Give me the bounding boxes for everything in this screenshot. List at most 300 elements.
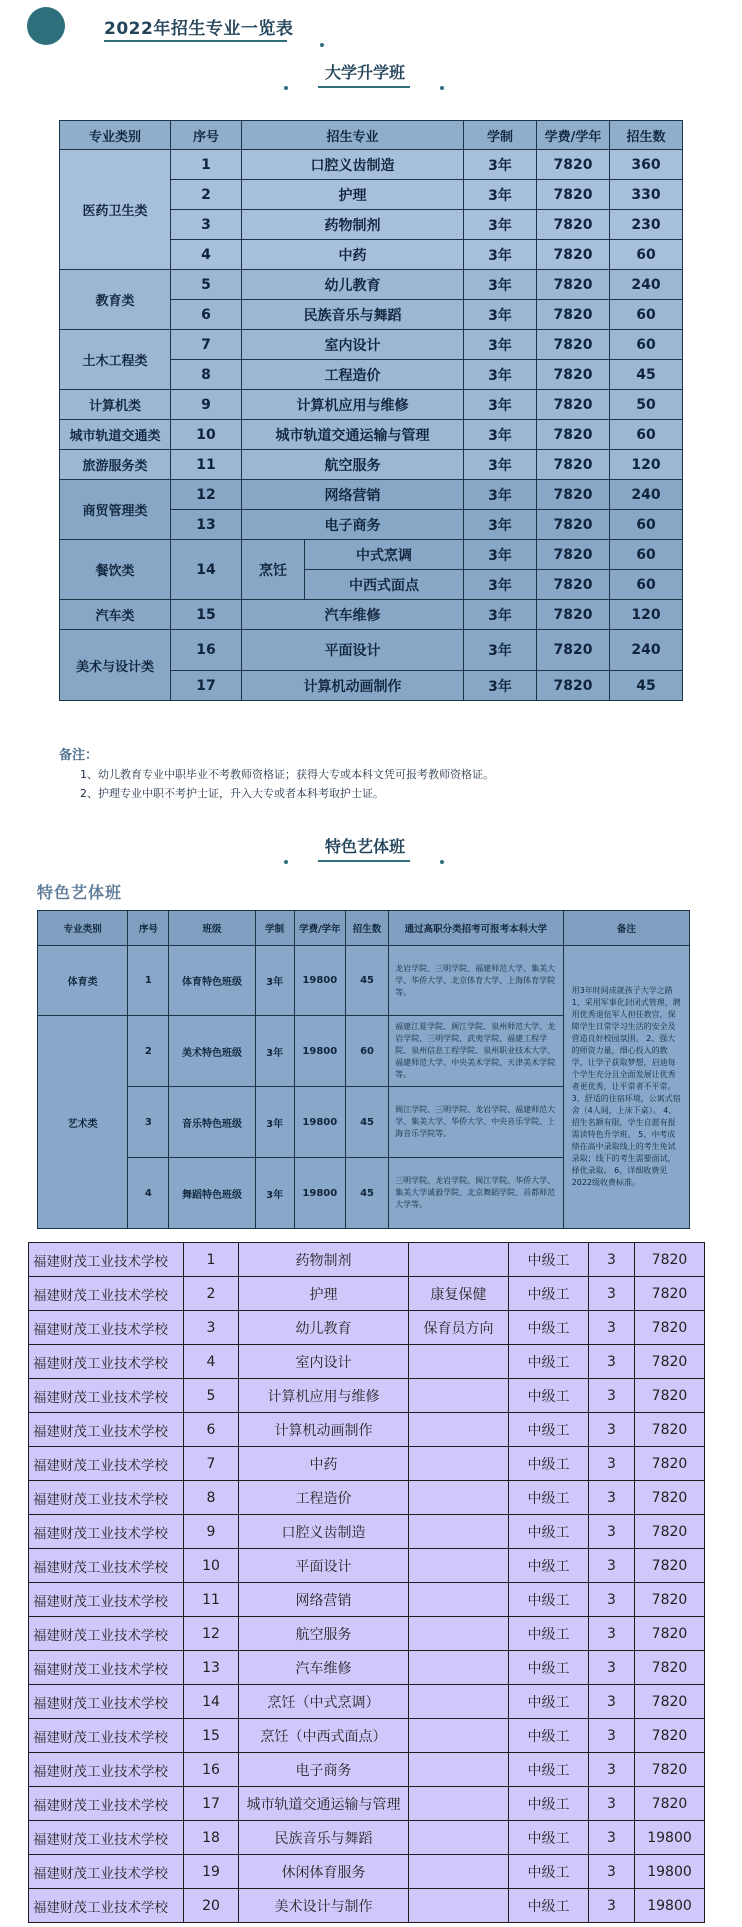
years-cell: 3 <box>589 1447 635 1481</box>
cell: 3年 <box>255 1016 294 1087</box>
direction-cell: 康复保健 <box>409 1277 509 1311</box>
fee-cell: 7820 <box>635 1311 705 1345</box>
cell: 240 <box>610 480 683 510</box>
cell: 60 <box>345 1016 388 1087</box>
page-title: 2022年招生专业一览表 <box>104 19 294 39</box>
cell: 药物制剂 <box>242 210 464 240</box>
table-row <box>29 1447 705 1481</box>
no-cell: 13 <box>184 1651 239 1685</box>
school-cell: 福建财茂工业技术学校 <box>29 1447 184 1481</box>
years-cell: 3 <box>589 1753 635 1787</box>
table-row <box>29 1787 705 1821</box>
table-row <box>29 1889 705 1923</box>
major-cell: 民族音乐与舞蹈 <box>239 1821 409 1855</box>
cell: 120 <box>610 600 683 630</box>
level-cell: 中级工 <box>509 1753 589 1787</box>
table-row <box>29 1583 705 1617</box>
level-cell: 中级工 <box>509 1787 589 1821</box>
major-cell: 美术设计与制作 <box>239 1889 409 1923</box>
section1-title: 大学升学班 <box>324 63 405 82</box>
no-cell: 1 <box>184 1243 239 1277</box>
category-cell: 旅游服务类 <box>60 450 171 480</box>
school-cell: 福建财茂工业技术学校 <box>29 1311 184 1345</box>
table-row <box>60 420 683 450</box>
direction-cell <box>409 1685 509 1719</box>
table-row <box>60 330 683 360</box>
no-cell: 12 <box>184 1617 239 1651</box>
header-cell: 学制 <box>464 121 537 150</box>
direction-cell <box>409 1345 509 1379</box>
cell: 15 <box>171 600 242 630</box>
cell: 7820 <box>537 270 610 300</box>
table-header-row <box>60 121 683 150</box>
no-cell: 18 <box>184 1821 239 1855</box>
level-cell: 中级工 <box>509 1447 589 1481</box>
cell: 体育特色班级 <box>169 946 255 1016</box>
category-cell: 城市轨道交通类 <box>60 420 171 450</box>
cell: 3年 <box>464 360 537 390</box>
school-cell: 福建财茂工业技术学校 <box>29 1855 184 1889</box>
cell: 230 <box>610 210 683 240</box>
section2-title: 特色艺体班 <box>324 837 405 856</box>
years-cell: 3 <box>589 1379 635 1413</box>
cell: 7820 <box>537 240 610 270</box>
direction-cell <box>409 1379 509 1413</box>
category-cell: 汽车类 <box>60 600 171 630</box>
school-cell: 福建财茂工业技术学校 <box>29 1889 184 1923</box>
cell: 3年 <box>464 240 537 270</box>
table-row <box>29 1549 705 1583</box>
fee-cell: 7820 <box>635 1379 705 1413</box>
cell: 360 <box>610 150 683 180</box>
school-cell: 福建财茂工业技术学校 <box>29 1277 184 1311</box>
cell: 1 <box>171 150 242 180</box>
cell: 45 <box>610 671 683 701</box>
no-cell: 16 <box>184 1753 239 1787</box>
fee-cell: 7820 <box>635 1481 705 1515</box>
table-header-row <box>38 911 690 946</box>
table-row <box>29 1617 705 1651</box>
major-cell: 平面设计 <box>239 1549 409 1583</box>
cell: 3年 <box>464 150 537 180</box>
school-cell: 福建财茂工业技术学校 <box>29 1549 184 1583</box>
level-cell: 中级工 <box>509 1889 589 1923</box>
no-cell: 14 <box>184 1685 239 1719</box>
level-cell: 中级工 <box>509 1549 589 1583</box>
years-cell: 3 <box>589 1787 635 1821</box>
school-cell: 福建财茂工业技术学校 <box>29 1345 184 1379</box>
years-cell: 3 <box>589 1481 635 1515</box>
cell: 45 <box>345 1158 388 1229</box>
cell: 7820 <box>537 420 610 450</box>
header-cell: 学制 <box>255 911 294 946</box>
major-cell: 药物制剂 <box>239 1243 409 1277</box>
cell: 3年 <box>464 210 537 240</box>
cell: 3年 <box>464 270 537 300</box>
table-row <box>60 480 683 510</box>
header-cell: 学费/学年 <box>537 121 610 150</box>
years-cell: 3 <box>589 1719 635 1753</box>
remark-cell: 用3年时间成就孩子大学之路 1、采用军事化封闭式管理，聘用优秀退伍军人担任教官，保障学生日常学习生活的安全及营造良好校园氛围。 2、强大的师资力量，细心投入的教学，让学子获取梦想，启迪每个学生充分且全面发展让优秀者更优秀，让平常者不平常。 3、舒适的住宿环境，公寓式宿舍（4人间，上床下桌）。 4、招生名额有限，学生自愿有报需读特色升学班。 5、中考成绩在高中录取线上的考生免试录取；线下的考生需要面试，择优录取。 6、详细收费见2022级收费标准。 <box>563 946 689 1229</box>
major-cell: 汽车维修 <box>239 1651 409 1685</box>
cell: 舞蹈特色班级 <box>169 1158 255 1229</box>
cell: 3年 <box>464 420 537 450</box>
direction-cell <box>409 1447 509 1481</box>
cell: 7820 <box>537 600 610 630</box>
cell: 19800 <box>294 1158 345 1229</box>
level-cell: 中级工 <box>509 1277 589 1311</box>
cell: 平面设计 <box>242 630 464 671</box>
section2-underline <box>318 860 410 862</box>
header-cell: 专业类别 <box>60 121 171 150</box>
fee-cell: 7820 <box>635 1753 705 1787</box>
table-row <box>60 390 683 420</box>
cell: 7820 <box>537 540 610 570</box>
school-cell: 福建财茂工业技术学校 <box>29 1583 184 1617</box>
major-cell: 航空服务 <box>239 1617 409 1651</box>
major-cell: 计算机应用与维修 <box>239 1379 409 1413</box>
header-cell: 序号 <box>128 911 169 946</box>
table-row <box>29 1413 705 1447</box>
cell: 16 <box>171 630 242 671</box>
header-cell: 专业类别 <box>38 911 128 946</box>
notes-title: 备注： <box>59 748 99 763</box>
fee-cell: 19800 <box>635 1821 705 1855</box>
category-cell: 教育类 <box>60 270 171 330</box>
cell: 3年 <box>464 180 537 210</box>
school-cell: 福建财茂工业技术学校 <box>29 1617 184 1651</box>
direction-cell <box>409 1787 509 1821</box>
cell: 城市轨道交通运输与管理 <box>242 420 464 450</box>
school-cell: 福建财茂工业技术学校 <box>29 1515 184 1549</box>
no-cell: 7 <box>184 1447 239 1481</box>
header-cell: 招生数 <box>610 121 683 150</box>
cell: 护理 <box>242 180 464 210</box>
cell: 13 <box>171 510 242 540</box>
sub-category-cell: 烹饪 <box>242 540 305 600</box>
note-line: 2、护理专业中职不考护士证，升入大专或者本科考取护士证。 <box>80 787 384 800</box>
header-cell: 班级 <box>169 911 255 946</box>
cell: 7820 <box>537 671 610 701</box>
direction-cell <box>409 1753 509 1787</box>
direction-cell <box>409 1583 509 1617</box>
years-cell: 3 <box>589 1277 635 1311</box>
cell: 福建江夏学院、闽江学院、泉州师范大学、龙岩学院、三明学院、武夷学院、福建工程学院、泉州信息工程学院、泉州职业技术大学、福建师范大学、中央美术学院、天津美术学院等。 <box>389 1016 564 1087</box>
table-row <box>29 1651 705 1685</box>
direction-cell <box>409 1821 509 1855</box>
years-cell: 3 <box>589 1583 635 1617</box>
years-cell: 3 <box>589 1617 635 1651</box>
no-cell: 6 <box>184 1413 239 1447</box>
cell: 240 <box>610 630 683 671</box>
cell: 3年 <box>464 570 537 600</box>
years-cell: 3 <box>589 1855 635 1889</box>
cell: 3年 <box>464 330 537 360</box>
cell: 中西式面点 <box>305 570 464 600</box>
category-cell: 计算机类 <box>60 390 171 420</box>
fee-cell: 7820 <box>635 1685 705 1719</box>
cell: 音乐特色班级 <box>169 1087 255 1158</box>
table-row <box>29 1821 705 1855</box>
table-row <box>29 1379 705 1413</box>
cell: 3年 <box>464 300 537 330</box>
direction-cell: 保育员方向 <box>409 1311 509 1345</box>
fee-cell: 7820 <box>635 1719 705 1753</box>
section1-underline <box>318 86 410 88</box>
cell: 计算机应用与维修 <box>242 390 464 420</box>
years-cell: 3 <box>589 1685 635 1719</box>
years-cell: 3 <box>589 1345 635 1379</box>
decor-dot <box>440 860 444 864</box>
fee-cell: 7820 <box>635 1787 705 1821</box>
major-cell: 幼儿教育 <box>239 1311 409 1345</box>
no-cell: 8 <box>184 1481 239 1515</box>
level-cell: 中级工 <box>509 1311 589 1345</box>
direction-cell <box>409 1481 509 1515</box>
no-cell: 2 <box>184 1277 239 1311</box>
cell: 19800 <box>294 1016 345 1087</box>
school-cell: 福建财茂工业技术学校 <box>29 1651 184 1685</box>
school-cell: 福建财茂工业技术学校 <box>29 1481 184 1515</box>
direction-cell <box>409 1889 509 1923</box>
level-cell: 中级工 <box>509 1379 589 1413</box>
cell: 2 <box>128 1016 169 1087</box>
university-class-table <box>59 120 683 701</box>
table-row <box>60 540 683 570</box>
cell: 19800 <box>294 1087 345 1158</box>
cell: 3年 <box>464 540 537 570</box>
cell: 60 <box>610 240 683 270</box>
header-cell: 招生专业 <box>242 121 464 150</box>
level-cell: 中级工 <box>509 1583 589 1617</box>
major-cell: 电子商务 <box>239 1753 409 1787</box>
years-cell: 3 <box>589 1515 635 1549</box>
decor-dot <box>440 86 444 90</box>
cell: 中药 <box>242 240 464 270</box>
no-cell: 17 <box>184 1787 239 1821</box>
direction-cell <box>409 1719 509 1753</box>
years-cell: 3 <box>589 1821 635 1855</box>
title-underline <box>104 40 287 42</box>
cell: 3年 <box>255 946 294 1016</box>
note-line: 1、幼儿教育专业中职毕业不考教师资格证；获得大专或本科文凭可报考教师资格证。 <box>80 768 494 781</box>
category-cell: 艺术类 <box>38 1016 128 1229</box>
no-cell: 19 <box>184 1855 239 1889</box>
level-cell: 中级工 <box>509 1821 589 1855</box>
cell: 14 <box>171 540 242 600</box>
cell: 7820 <box>537 480 610 510</box>
cell: 19800 <box>294 946 345 1016</box>
cell: 3年 <box>464 600 537 630</box>
level-cell: 中级工 <box>509 1651 589 1685</box>
table-row <box>29 1277 705 1311</box>
direction-cell <box>409 1617 509 1651</box>
cell: 7820 <box>537 450 610 480</box>
header-cell: 序号 <box>171 121 242 150</box>
category-cell: 体育类 <box>38 946 128 1016</box>
cell: 7820 <box>537 360 610 390</box>
fee-cell: 7820 <box>635 1345 705 1379</box>
cell: 3年 <box>255 1158 294 1229</box>
cell: 60 <box>610 300 683 330</box>
cell: 60 <box>610 510 683 540</box>
table-row <box>29 1345 705 1379</box>
level-cell: 中级工 <box>509 1719 589 1753</box>
direction-cell <box>409 1549 509 1583</box>
cell: 计算机动画制作 <box>242 671 464 701</box>
header-cell: 学费/学年 <box>294 911 345 946</box>
cell: 5 <box>171 270 242 300</box>
table-row <box>60 150 683 180</box>
cell: 3年 <box>464 390 537 420</box>
level-cell: 中级工 <box>509 1413 589 1447</box>
no-cell: 11 <box>184 1583 239 1617</box>
cell: 7 <box>171 330 242 360</box>
cell: 7820 <box>537 330 610 360</box>
cell: 3年 <box>464 450 537 480</box>
cell: 3年 <box>255 1087 294 1158</box>
cell: 美术特色班级 <box>169 1016 255 1087</box>
header-cell: 通过高职分类招考可报考本科大学 <box>389 911 564 946</box>
cell: 45 <box>345 946 388 1016</box>
table-row <box>60 450 683 480</box>
cell: 3年 <box>464 510 537 540</box>
no-cell: 20 <box>184 1889 239 1923</box>
cell: 三明学院、龙岩学院、闽江学院、华侨大学、集美大学诚毅学院、北京舞蹈学院、首都师范大学等。 <box>389 1158 564 1229</box>
cell: 室内设计 <box>242 330 464 360</box>
no-cell: 3 <box>184 1311 239 1345</box>
major-cell: 网络营销 <box>239 1583 409 1617</box>
table-row <box>60 630 683 671</box>
category-cell: 土木工程类 <box>60 330 171 390</box>
years-cell: 3 <box>589 1651 635 1685</box>
cell: 45 <box>610 360 683 390</box>
cell: 航空服务 <box>242 450 464 480</box>
school-cell: 福建财茂工业技术学校 <box>29 1719 184 1753</box>
no-cell: 5 <box>184 1379 239 1413</box>
cell: 17 <box>171 671 242 701</box>
direction-cell <box>409 1515 509 1549</box>
major-cell: 城市轨道交通运输与管理 <box>239 1787 409 1821</box>
cell: 电子商务 <box>242 510 464 540</box>
cell: 7820 <box>537 180 610 210</box>
major-cell: 工程造价 <box>239 1481 409 1515</box>
school-cell: 福建财茂工业技术学校 <box>29 1821 184 1855</box>
cell: 7820 <box>537 150 610 180</box>
cell: 3年 <box>464 630 537 671</box>
cell: 60 <box>610 540 683 570</box>
cell: 60 <box>610 330 683 360</box>
cell: 240 <box>610 270 683 300</box>
cell: 3 <box>128 1087 169 1158</box>
cell: 2 <box>171 180 242 210</box>
cell: 1 <box>128 946 169 1016</box>
major-cell: 烹饪（中西式面点） <box>239 1719 409 1753</box>
no-cell: 9 <box>184 1515 239 1549</box>
fee-cell: 7820 <box>635 1243 705 1277</box>
fee-cell: 7820 <box>635 1447 705 1481</box>
cell: 50 <box>610 390 683 420</box>
fee-cell: 7820 <box>635 1583 705 1617</box>
cell: 4 <box>171 240 242 270</box>
cell: 中式烹调 <box>305 540 464 570</box>
decor-dot <box>320 43 324 47</box>
fee-cell: 7820 <box>635 1413 705 1447</box>
cell: 7820 <box>537 510 610 540</box>
cell: 3 <box>171 210 242 240</box>
cell: 3年 <box>464 480 537 510</box>
level-cell: 中级工 <box>509 1617 589 1651</box>
table-row <box>29 1481 705 1515</box>
school-cell: 福建财茂工业技术学校 <box>29 1413 184 1447</box>
cell: 7820 <box>537 630 610 671</box>
cell: 8 <box>171 360 242 390</box>
cell: 7820 <box>537 570 610 600</box>
cell: 网络营销 <box>242 480 464 510</box>
fee-cell: 19800 <box>635 1889 705 1923</box>
level-cell: 中级工 <box>509 1481 589 1515</box>
level-cell: 中级工 <box>509 1345 589 1379</box>
table-row <box>29 1311 705 1345</box>
cell: 4 <box>128 1158 169 1229</box>
header-cell: 备注 <box>563 911 689 946</box>
school-cell: 福建财茂工业技术学校 <box>29 1753 184 1787</box>
table-row <box>29 1719 705 1753</box>
cell: 民族音乐与舞蹈 <box>242 300 464 330</box>
fee-cell: 7820 <box>635 1515 705 1549</box>
cell: 7820 <box>537 300 610 330</box>
no-cell: 10 <box>184 1549 239 1583</box>
technical-school-table <box>28 1242 705 1923</box>
table-row <box>29 1855 705 1889</box>
no-cell: 15 <box>184 1719 239 1753</box>
cell: 45 <box>345 1087 388 1158</box>
cell: 3年 <box>464 671 537 701</box>
major-cell: 烹饪（中式烹调） <box>239 1685 409 1719</box>
table-row <box>60 600 683 630</box>
cell: 120 <box>610 450 683 480</box>
table-row <box>29 1685 705 1719</box>
decor-dot <box>284 860 288 864</box>
logo-circle <box>27 7 65 45</box>
major-cell: 计算机动画制作 <box>239 1413 409 1447</box>
fee-cell: 7820 <box>635 1277 705 1311</box>
school-cell: 福建财茂工业技术学校 <box>29 1787 184 1821</box>
fee-cell: 19800 <box>635 1855 705 1889</box>
direction-cell <box>409 1651 509 1685</box>
years-cell: 3 <box>589 1549 635 1583</box>
table-row <box>38 946 690 1016</box>
level-cell: 中级工 <box>509 1685 589 1719</box>
direction-cell <box>409 1413 509 1447</box>
cell: 60 <box>610 420 683 450</box>
major-cell: 休闲体育服务 <box>239 1855 409 1889</box>
table-row <box>29 1515 705 1549</box>
cell: 工程造价 <box>242 360 464 390</box>
table-row <box>29 1243 705 1277</box>
fee-cell: 7820 <box>635 1549 705 1583</box>
years-cell: 3 <box>589 1413 635 1447</box>
category-cell: 医药卫生类 <box>60 150 171 270</box>
cell: 330 <box>610 180 683 210</box>
cell: 幼儿教育 <box>242 270 464 300</box>
art-sport-class-table <box>37 910 690 1229</box>
decor-dot <box>284 86 288 90</box>
category-cell: 餐饮类 <box>60 540 171 600</box>
cell: 60 <box>610 570 683 600</box>
cell: 6 <box>171 300 242 330</box>
direction-cell <box>409 1855 509 1889</box>
